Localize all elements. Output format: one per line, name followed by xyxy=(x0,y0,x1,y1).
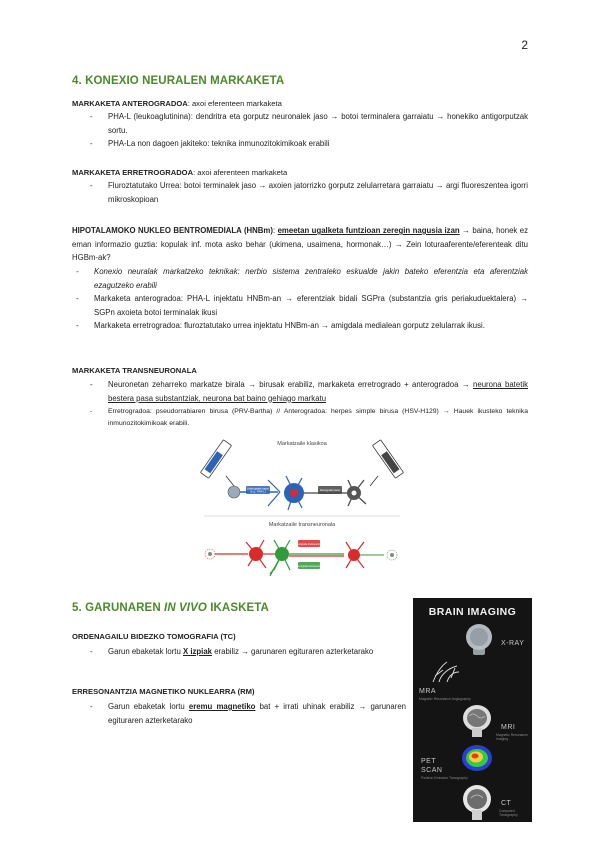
list-item: - Neuronetan zeharreko markatze birala → birusak erabiliz, markaketa erretrogrado + anterogradoa → neurona batetik bestera pasa substantziak, neurona bat baino gehiago markatu xyxy=(90,378,528,405)
neuron-green xyxy=(270,540,290,576)
list-item: - Erretrogradoa: pseudorrabiaren birusa (PRV-Bartha) // Anterogradoa: herpes simple birusa (HSV-H129) → Hauek ikusteko teknika inmunozitokimikoak erabili. xyxy=(90,406,528,430)
list-item: - Konexio neuralak markatzeko teknikak: nerbio sistema zentraleko eskualde jakin bateko eferentzia eta aferentziak ezagutzeko erabili xyxy=(76,265,528,292)
antero-list xyxy=(90,110,528,151)
label-classic: Markatzaile klasikoa xyxy=(277,441,327,447)
tag-anterograde-eg: (e.g., PHA-L) xyxy=(250,490,266,494)
brain-imaging-poster xyxy=(413,598,532,822)
section-5-title: 5. GARUNAREN IN VIVO IKASKETA xyxy=(72,602,269,614)
hipo-list xyxy=(76,265,528,333)
mri-sub: Magnetic Resonance Imaging xyxy=(496,733,528,741)
tag-anterograde: Anterograde tracer xyxy=(247,487,269,491)
mri-label: MRI xyxy=(501,724,516,731)
list-item: - Markaketa erretrogradoa: fluroztatutako urrea injektatu HNBm-an → amigdala medialean gorputz zelularrak ikusi. xyxy=(76,319,528,333)
hipo-paragraph: HIPOTALAMOKO NUKLEO BENTROMEDIALA (HNBm): emeetan ugalketa funtzioan zeregin nagusia izan → baina, honek ez eman informazio guztia: kopulak inf. mota asko behar (ukimena, usaimena, hormonak…) → Zein loturaaferente/eferenteak ditu HGBm-ak? xyxy=(72,226,529,262)
xray-skull-icon xyxy=(463,622,495,656)
trans-heading: MARKAKETA TRANSNEURONALA xyxy=(72,366,197,375)
pet-label: PET xyxy=(421,758,437,765)
neuron-far-right xyxy=(387,550,397,560)
ct-label: CT xyxy=(501,800,512,807)
mri-head-icon xyxy=(459,702,495,738)
section-4-title: 4. KONEXIO NEURALEN MARKAKETA xyxy=(72,75,285,87)
erretro-heading: MARKAKETA ERRETROGRADOA: axoi aferenteen markaketa xyxy=(72,168,288,177)
neuron-center-blue xyxy=(268,476,304,510)
tag-retro-trans: Retrograde transneuronal xyxy=(295,543,323,546)
syringe-icon xyxy=(200,440,234,486)
antero-heading: MARKAKETA ANTEROGRADOA: axoi eferenteen markaketa xyxy=(72,99,282,108)
poster-title: BRAIN IMAGING xyxy=(428,606,517,618)
tag-antero-trans: Anterograde transneuronal xyxy=(295,565,323,568)
tracer-diagram xyxy=(198,436,406,588)
ct-sub: Computed Tomography xyxy=(499,809,518,817)
tc-heading: ORDENAGAILU BIDEZKO TOMOGRAFIA (TC) xyxy=(72,632,236,641)
list-item: - Garun ebaketak lortu X izpiak erabiliz → garunaren egituraren azterketarako xyxy=(90,645,406,659)
mra-label: MRA xyxy=(419,688,437,695)
pet-scan-icon xyxy=(459,742,495,774)
mra-sub: Magnetic Resonance Angiography xyxy=(419,697,471,701)
list-item: - PHA-L (leukoaglutinina): dendritra eta gorputz neuronalek jaso → botoi terminalera garraiatu → honekiko antigorputzak sortu. xyxy=(90,110,528,137)
list-item: - Fluroztatutako Urrea: botoi terminalek jaso → axoien jatorrizko gorputz zelularretara garraiatu → argi fluoreszentea igorri mikroskopioan xyxy=(90,179,528,206)
syringe-icon xyxy=(370,440,404,486)
erretro-list xyxy=(90,179,528,206)
list-item: - Garun ebaketak lortu eremu magnetiko bat + irrati uhinak erabiliz → garunaren egituraren azterketarako xyxy=(90,700,406,727)
tag-retrograde: Retrograde tracer xyxy=(319,489,341,492)
list-item: - Markaketa anterogradoa: PHA-L injektatu HNBm-an → eferentziak bidali SGPra (substantzia gris periakuduektalera) → SGPn axoieta botoi terminalak ikusi xyxy=(76,292,528,319)
list-item: - PHA-La non dagoen jakiteko: teknika inmunozitokimikoak erabili xyxy=(90,137,528,151)
tc-list xyxy=(90,645,406,659)
ct-head-icon xyxy=(459,782,495,820)
pet-sub: Positron Emission Tomography xyxy=(421,776,468,780)
scan-label: SCAN xyxy=(421,767,443,774)
xray-label: X-RAY xyxy=(501,640,525,647)
rm-list xyxy=(90,700,406,727)
trans-list xyxy=(90,378,528,430)
neuron-right-gray xyxy=(347,480,366,506)
label-trans: Markatzaile transneuronala xyxy=(268,522,336,528)
mra-vessels-icon xyxy=(429,656,463,686)
neuron-far-left xyxy=(205,549,215,559)
page-number: 2 xyxy=(521,38,528,52)
rm-heading: ERRESONANTZIA MAGNETIKO NUKLEARRA (RM) xyxy=(72,687,255,696)
